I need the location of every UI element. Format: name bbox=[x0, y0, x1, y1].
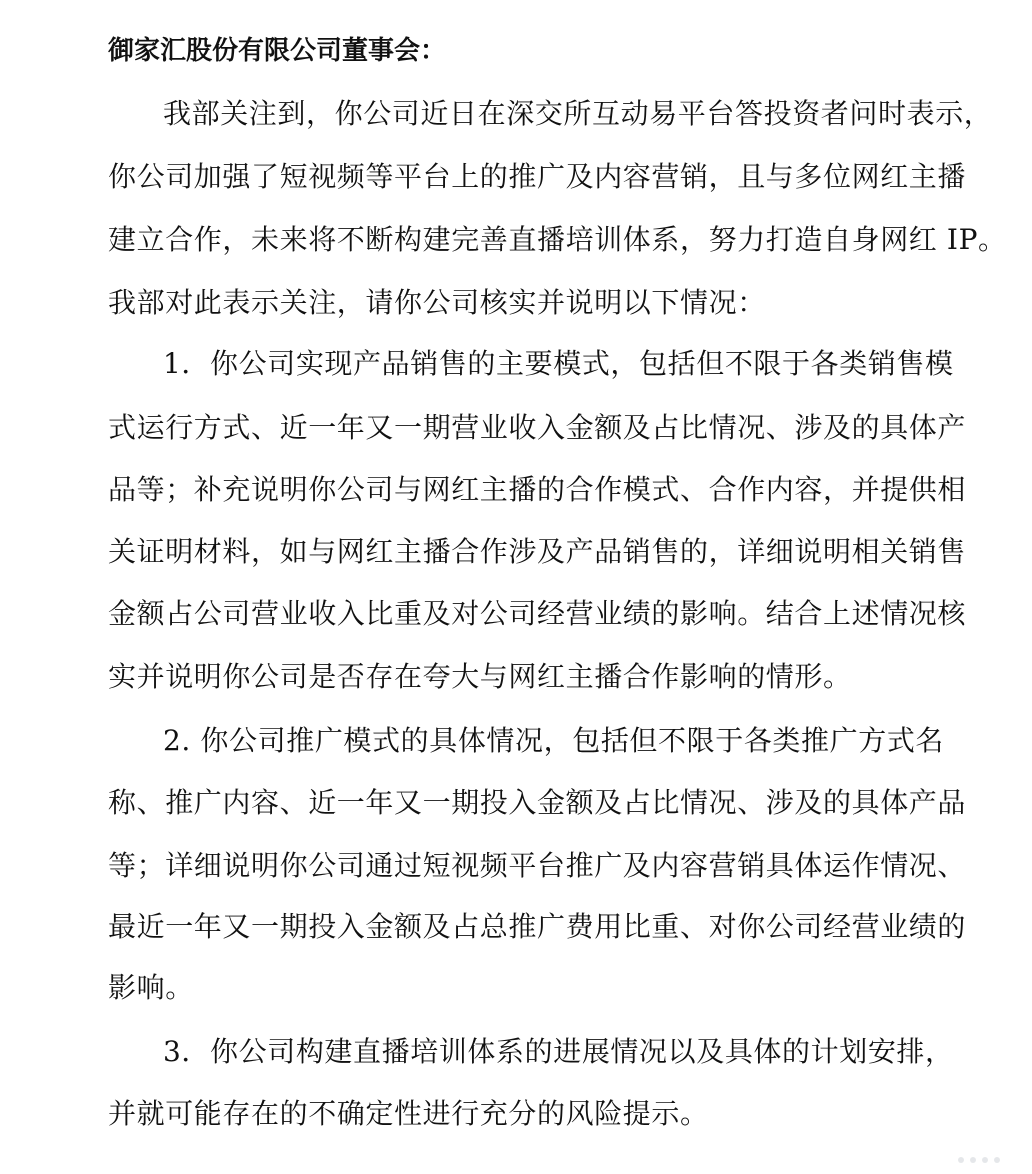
watermark-mark bbox=[956, 1150, 1020, 1168]
letter-salutation: 御家汇股份有限公司董事会： bbox=[108, 36, 447, 66]
paragraph-line: 我部对此表示关注，请你公司核实并说明以下情况： bbox=[108, 286, 766, 319]
paragraph-line: 影响。 bbox=[108, 971, 194, 1004]
paragraph-line: 关证明材料，如与网红主播合作涉及产品销售的，详细说明相关销售 bbox=[108, 535, 967, 568]
paragraph-line: 2. 你公司推广模式的具体情况，包括但不限于各类推广方式名 bbox=[163, 724, 945, 757]
paragraph-line: 3．你公司构建直播培训体系的进展情况以及具体的计划安排， bbox=[163, 1035, 954, 1068]
paragraph-line: 等；详细说明你公司通过短视频平台推广及内容营销具体运作情况、 bbox=[108, 849, 967, 882]
paragraph-line: 建立合作，未来将不断构建完善直播培训体系，努力打造自身网红 IP。 bbox=[108, 223, 1007, 256]
paragraph-line: 我部关注到，你公司近日在深交所互动易平台答投资者问时表示， bbox=[163, 97, 993, 130]
paragraph-line: 称、推广内容、近一年又一期投入金额及占比情况、涉及的具体产品 bbox=[108, 786, 967, 819]
paragraph-line: 你公司加强了短视频等平台上的推广及内容营销，且与多位网红主播 bbox=[108, 160, 967, 193]
paragraph-line: 最近一年又一期投入金额及占总推广费用比重、对你公司经营业绩的 bbox=[108, 910, 967, 943]
paragraph-line: 实并说明你公司是否存在夸大与网红主播合作影响的情形。 bbox=[108, 660, 852, 693]
paragraph-line: 1．你公司实现产品销售的主要模式，包括但不限于各类销售模 bbox=[163, 347, 954, 380]
paragraph-line: 并就可能存在的不确定性进行充分的风险提示。 bbox=[108, 1097, 709, 1130]
paragraph-line: 品等；补充说明你公司与网红主播的合作模式、合作内容，并提供相 bbox=[108, 473, 967, 506]
paragraph-line: 金额占公司营业收入比重及对公司经营业绩的影响。结合上述情况核 bbox=[108, 597, 967, 630]
paragraph-line: 式运行方式、近一年又一期营业收入金额及占比情况、涉及的具体产 bbox=[108, 411, 967, 444]
